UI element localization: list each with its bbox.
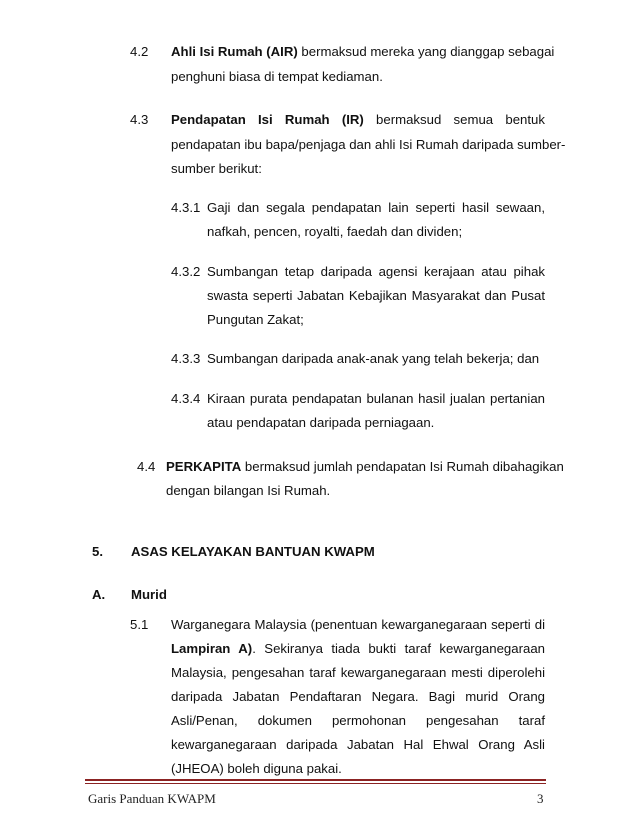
- section-4-3-4-line-1: Kiraan purata pendapatan bulanan hasil jualan pertanian: [207, 391, 545, 406]
- footer-document-title: Garis Panduan KWAPM: [88, 791, 216, 806]
- section-4-2-line-1: Ahli Isi Rumah (AIR) bermaksud mereka yang dianggap sebagai: [171, 44, 555, 59]
- term-word: Rumah: [284, 112, 330, 127]
- section-5-1-line-5: [171, 713, 545, 728]
- section-5-1-line-4: daripada Jabatan Pendaftaran Negara. Bagi murid Orang: [171, 689, 545, 704]
- term-word: (IR): [341, 112, 364, 127]
- section-4-3-4-line-2: atau pendapatan daripada perniagaan.: [207, 415, 435, 430]
- section-4-3-2-line-2: swasta seperti Jabatan Kebajikan Masyarakat dan Pusat: [207, 288, 545, 303]
- section-4-2-number: 4.2: [130, 44, 149, 59]
- section-4-4-number: 4.4: [137, 459, 156, 474]
- section-4-3-3-line-1: Sumbangan daripada anak-anak yang telah bekerja; dan: [207, 351, 540, 366]
- body-word: bentuk: [505, 112, 545, 127]
- section-4-3-line-3: sumber berikut:: [171, 161, 262, 176]
- section-4-4-line-2: dengan bilangan Isi Rumah.: [166, 483, 331, 498]
- body-word: bermaksud: [376, 112, 442, 127]
- body-word: taraf: [518, 713, 545, 728]
- section-5-1-line-6: kewarganegaraan daripada Jabatan Hal Ehwal Orang Asli: [171, 737, 545, 752]
- section-4-3-line-2: pendapatan ibu bapa/penjaga dan ahli Isi Rumah daripada sumber-: [171, 137, 566, 152]
- body-word: pengesahan: [426, 713, 499, 728]
- section-4-3-1-line-2: nafkah, pencen, royalti, faedah dan dividen;: [207, 224, 463, 239]
- section-4-4-line-1: PERKAPITA bermaksud jumlah pendapatan Isi Rumah dibahagikan: [166, 459, 564, 474]
- section-5-heading: ASAS KELAYAKAN BANTUAN KWAPM: [131, 544, 375, 559]
- section-4-3-2-number: 4.3.2: [171, 264, 201, 279]
- section-5-1-line-1: Warganegara Malaysia (penentuan kewarganegaraan seperti di: [171, 617, 545, 632]
- section-a-heading: Murid: [131, 587, 167, 602]
- section-5-1-line-2: Lampiran A). Sekiranya tiada bukti taraf kewarganegaraan: [171, 641, 545, 656]
- section-5-1-number: 5.1: [130, 617, 149, 632]
- lampiran-a-reference: Lampiran A): [171, 641, 253, 656]
- body-word: permohonan: [331, 713, 407, 728]
- section-4-3-4-number: 4.3.4: [171, 391, 201, 406]
- section-4-3-1-line-1: Gaji dan segala pendapatan lain seperti hasil sewaan,: [207, 200, 545, 215]
- body-word: Asli/Penan,: [171, 713, 238, 728]
- section-4-3-3-number: 4.3.3: [171, 351, 201, 366]
- footer-rule-thin: [85, 783, 546, 784]
- section-4-2-line-2: penghuni biasa di tempat kediaman.: [171, 69, 383, 84]
- section-4-3-line-1: [171, 112, 545, 127]
- body-word: dokumen: [257, 713, 312, 728]
- section-4-3-2-line-3: Pungutan Zakat;: [207, 312, 304, 327]
- section-5-1-line-3: Malaysia, pengesahan taraf kewarganegaraan mesti diperolehi: [171, 665, 545, 680]
- section-5-number: 5.: [92, 544, 103, 559]
- footer-rule-thick: [85, 779, 546, 781]
- term-perkapita: PERKAPITA: [166, 459, 242, 474]
- term-word: Pendapatan: [171, 112, 246, 127]
- section-5-1-line-7: (JHEOA) boleh diguna pakai.: [171, 761, 342, 776]
- body-word: semua: [453, 112, 494, 127]
- section-4-3-number: 4.3: [130, 112, 149, 127]
- section-4-3-1-number: 4.3.1: [171, 200, 201, 215]
- section-a-number: A.: [92, 587, 106, 602]
- section-4-3-2-line-1: Sumbangan tetap daripada agensi kerajaan atau pihak: [207, 264, 545, 279]
- term-air: Ahli Isi Rumah (AIR): [171, 44, 298, 59]
- term-word: Isi: [257, 112, 273, 127]
- footer-page-number: 3: [537, 791, 544, 806]
